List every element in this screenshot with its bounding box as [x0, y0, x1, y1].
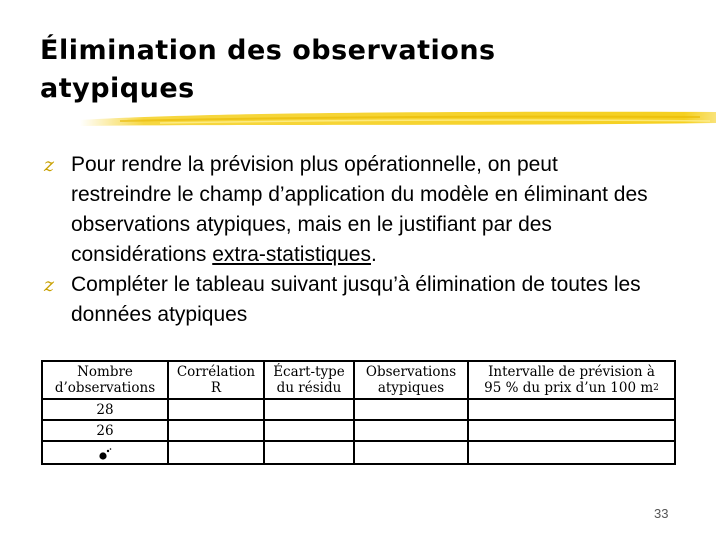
bullet-1-underlined-term: extra-statistiques — [212, 243, 371, 266]
bullet-item-1 — [44, 150, 664, 270]
bullet-1-text: Pour rendre la prévision plus opérationnelle, on peut restreindre le champ d’application du modèle en éliminant des observations atypiques, mais en le justifiant par des considérations — [71, 153, 648, 266]
header-col4-line1: Observations — [365, 364, 457, 380]
title-underline-brushstroke — [0, 104, 720, 132]
header-col5-line1: Intervalle de prévision à — [488, 364, 655, 380]
row-2-ecart-type-cell — [264, 420, 354, 441]
bullet-item-2 — [44, 270, 664, 330]
table-row — [42, 441, 675, 464]
slide-title — [40, 32, 680, 108]
header-col2-line1: Corrélation — [176, 364, 256, 380]
header-col5-superscript: 2 — [653, 383, 659, 393]
row-1-correlation-cell — [168, 399, 264, 420]
header-col1-line1: Nombre — [77, 364, 133, 380]
row-2-correlation-cell — [168, 420, 264, 441]
table-row — [42, 420, 675, 441]
observations-table — [41, 360, 676, 465]
row-1-ecart-type-cell — [264, 399, 354, 420]
row-3-ecart-type-cell — [264, 441, 354, 464]
row-2-atypiques-cell — [354, 420, 468, 441]
row-1-atypiques-cell — [354, 399, 468, 420]
header-col2-line2: R — [210, 380, 222, 396]
header-nombre-observations — [42, 361, 168, 399]
row-3-correlation-cell — [168, 441, 264, 464]
bullet-2-text: Compléter le tableau suivant jusqu’à élimination de toutes les données atypiques — [71, 273, 641, 326]
row-1-nombre: 28 — [42, 399, 168, 420]
header-ecart-type — [264, 361, 354, 399]
table-row — [42, 399, 675, 420]
row-3-atypiques-cell — [354, 441, 468, 464]
header-col3-line2: du résidu — [276, 380, 342, 396]
row-3-intervalle-cell — [468, 441, 675, 464]
header-col5-line2-text: 95 % du prix d’un 100 m — [484, 380, 654, 396]
slide-title-line2: atypiques — [40, 73, 195, 104]
bullet-z-icon: z — [44, 274, 55, 296]
header-col4-line2: atypiques — [377, 380, 445, 396]
header-intervalle-prevision — [468, 361, 675, 399]
bullet-z-icon: z — [44, 154, 55, 176]
row-3-nombre — [42, 441, 168, 464]
bullet-list — [44, 150, 664, 330]
slide-title-line1: Élimination des observations — [40, 35, 496, 66]
page-number: 33 — [654, 506, 669, 521]
header-col3-line1: Écart-type — [273, 364, 345, 380]
vertical-ellipsis-icon — [98, 447, 112, 461]
table-header-row — [42, 361, 675, 399]
header-observations-atypiques — [354, 361, 468, 399]
row-2-intervalle-cell — [468, 420, 675, 441]
row-2-nombre: 26 — [42, 420, 168, 441]
bullet-1-period: . — [370, 243, 377, 266]
row-1-intervalle-cell — [468, 399, 675, 420]
header-correlation — [168, 361, 264, 399]
header-col5-line2 — [469, 380, 674, 396]
header-col1-line2: d’observations — [54, 380, 156, 396]
